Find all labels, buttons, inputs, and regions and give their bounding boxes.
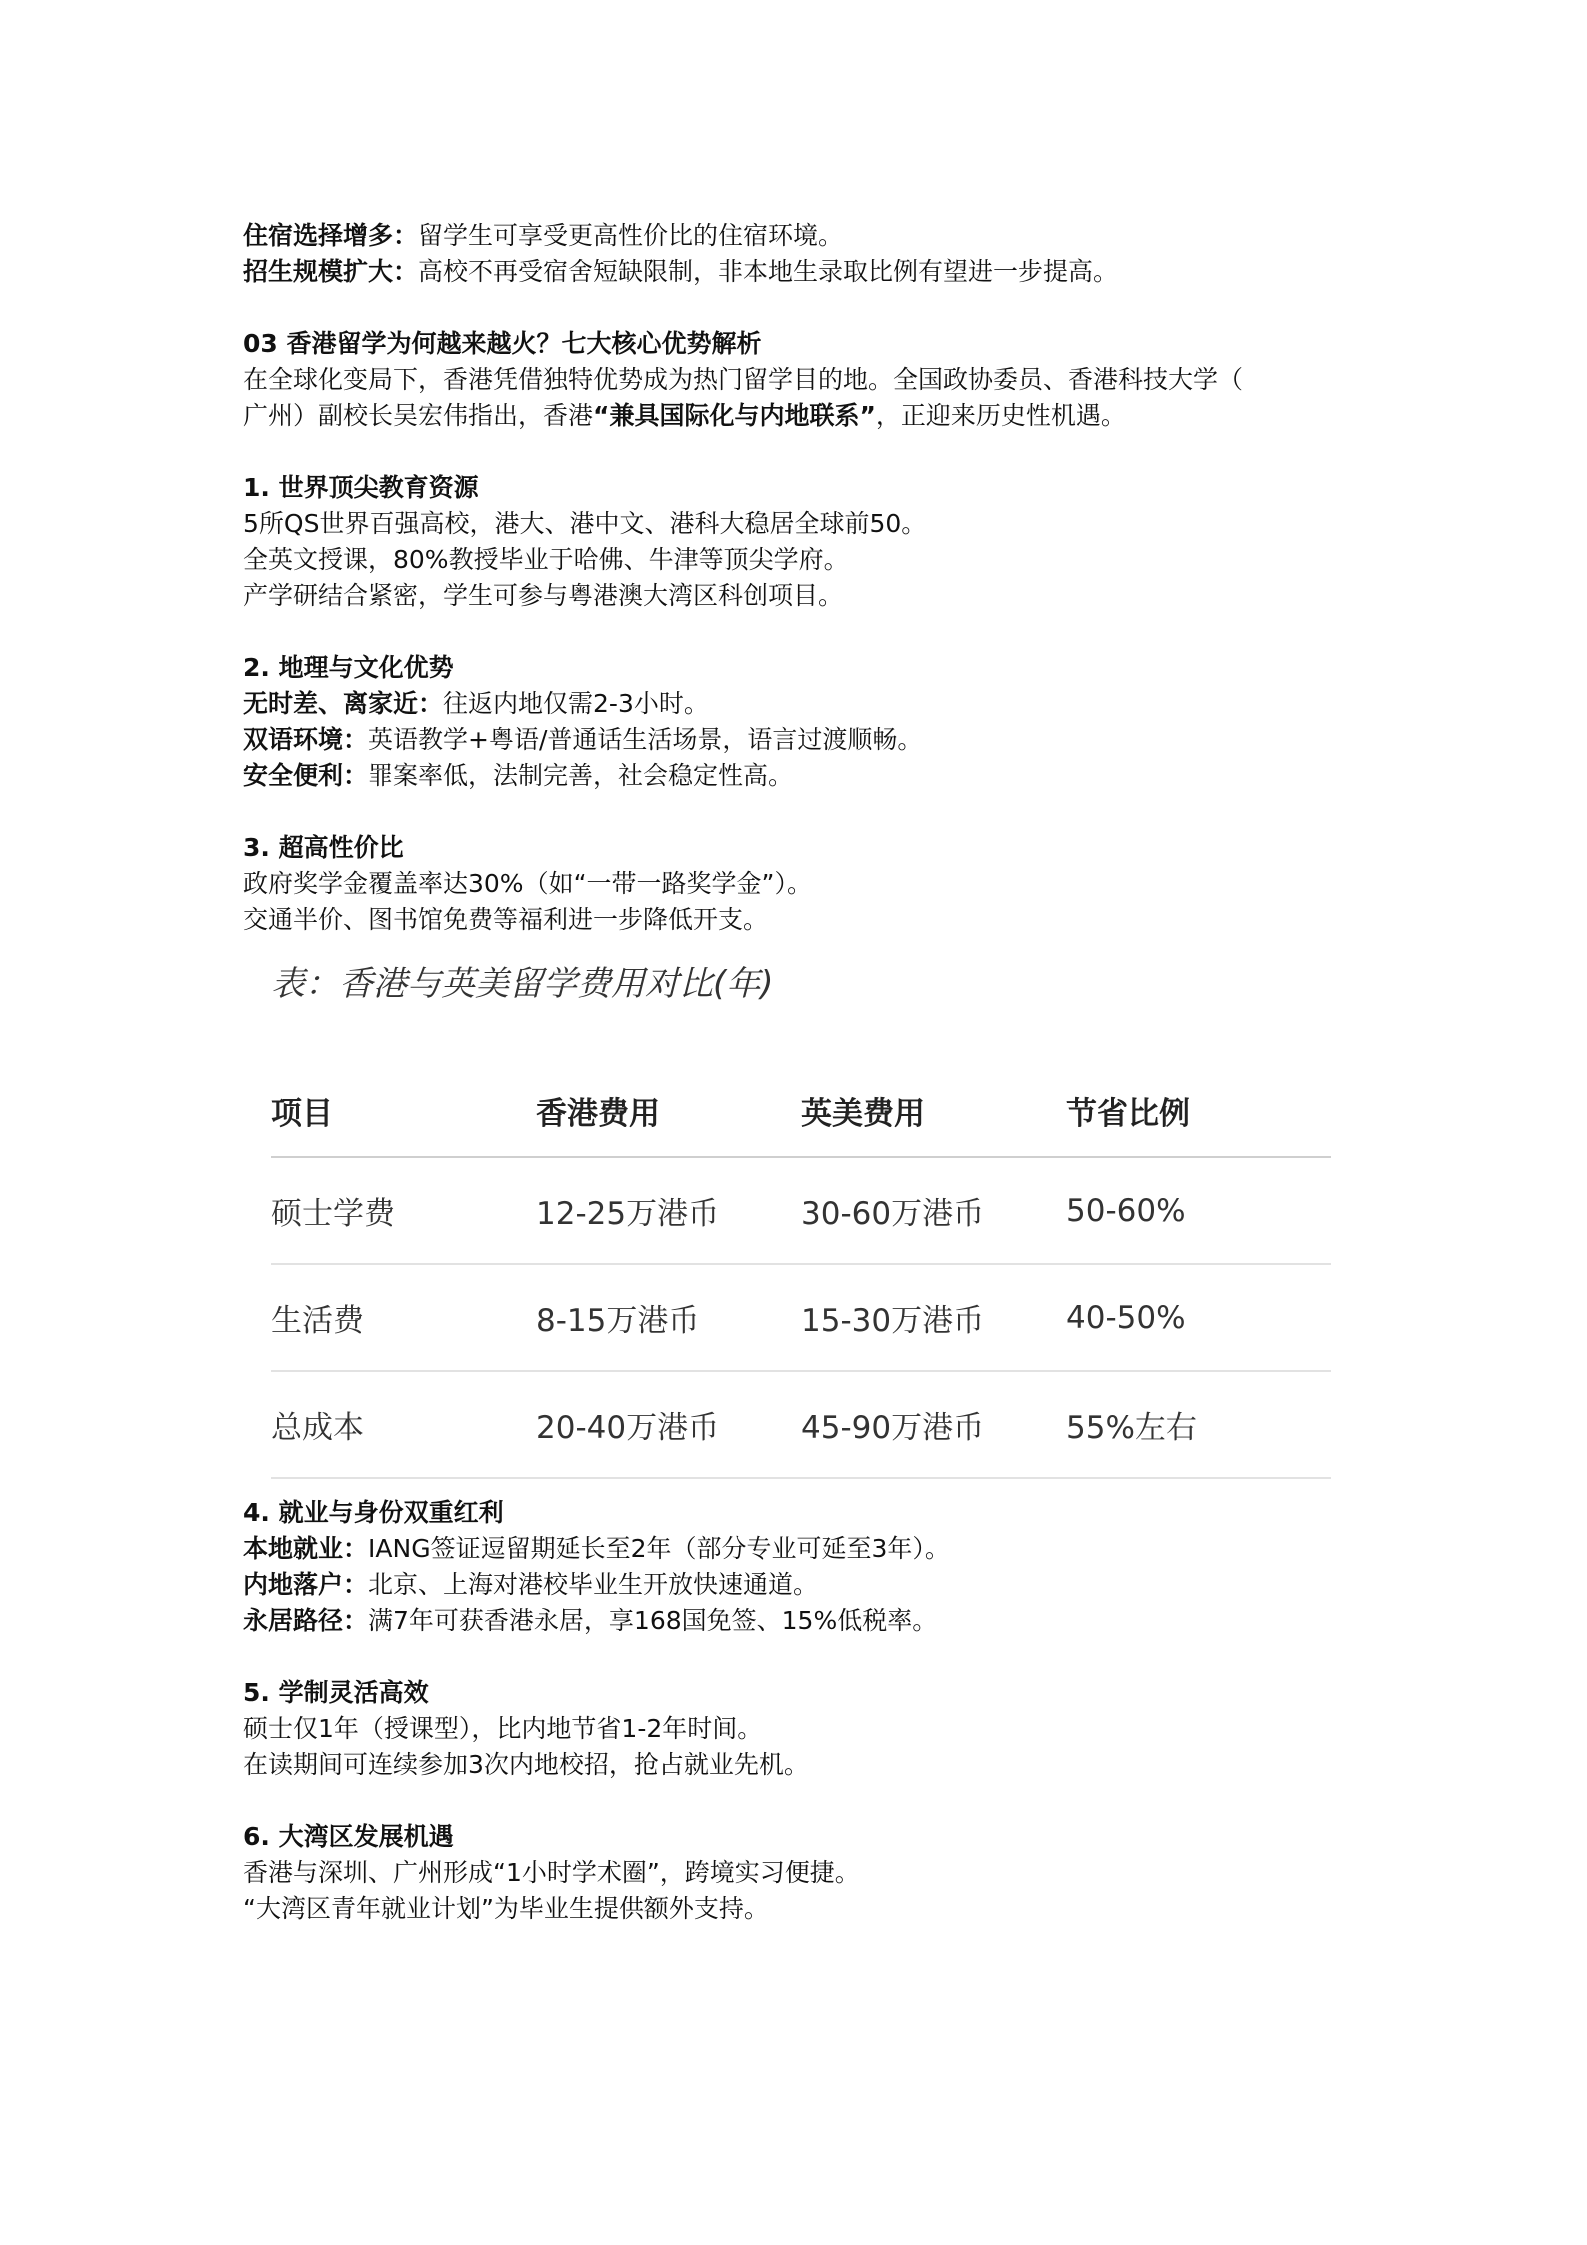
table-title: 表：香港与英美留学费用对比(年) — [271, 964, 774, 1004]
advantage-2-item — [243, 722, 1363, 758]
housing-text: 留学生可享受更高性价比的住宿环境。 — [418, 221, 844, 250]
advantage-4-item — [243, 1603, 1363, 1639]
advantage-2-heading: 2. 地理与文化优势 — [243, 653, 454, 682]
table-cell: 40-50% — [1066, 1299, 1186, 1336]
table-cell: 55%左右 — [1066, 1410, 1197, 1446]
housing-label: 住宿选择增多： — [243, 221, 419, 250]
table-header-cell: 英美费用 — [801, 1095, 925, 1132]
table-header-cell: 项目 — [271, 1095, 333, 1132]
item-text: 满7年可获香港永居，享168国免签、15%低税率。 — [368, 1606, 938, 1635]
section-03-intro-line-2 — [243, 398, 1363, 434]
advantage-3-line: 交通半价、图书馆免费等福利进一步降低开支。 — [243, 905, 769, 934]
cost-comparison-table — [271, 1064, 1331, 1479]
table-cell: 生活费 — [271, 1303, 364, 1339]
advantage-5-heading: 5. 学制灵活高效 — [243, 1678, 429, 1707]
table-cell: 30-60万港币 — [801, 1196, 985, 1232]
advantage-6-heading: 6. 大湾区发展机遇 — [243, 1822, 454, 1851]
table-cell: 12-25万港币 — [536, 1196, 720, 1232]
table-header-row — [271, 1064, 1331, 1158]
item-label: 无时差、离家近： — [243, 689, 444, 718]
item-label: 内地落户： — [243, 1570, 369, 1599]
table-cell: 45-90万港币 — [801, 1410, 985, 1446]
advantage-1-line: 5所QS世界百强高校，港大、港中文、港科大稳居全球前50。 — [243, 509, 927, 538]
item-text: 英语教学+粤语/普通话生活场景，语言过渡顺畅。 — [368, 725, 923, 754]
enrollment-label: 招生规模扩大： — [243, 257, 419, 286]
table-cell: 15-30万港币 — [801, 1303, 985, 1339]
item-label: 安全便利： — [243, 761, 369, 790]
advantage-1-line: 全英文授课，80%教授毕业于哈佛、牛津等顶尖学府。 — [243, 545, 849, 574]
table-cell: 20-40万港币 — [536, 1410, 720, 1446]
housing-line — [243, 218, 1363, 254]
advantage-4-heading: 4. 就业与身份双重红利 — [243, 1498, 504, 1527]
advantage-6-line: 香港与深圳、广州形成“1小时学术圈”，跨境实习便捷。 — [243, 1858, 860, 1887]
advantage-2-item — [243, 686, 1363, 722]
advantage-5-line: 在读期间可连续参加3次内地校招，抢占就业先机。 — [243, 1750, 809, 1779]
item-text: 北京、上海对港校毕业生开放快速通道。 — [368, 1570, 819, 1599]
advantage-1-heading: 1. 世界顶尖教育资源 — [243, 473, 479, 502]
table-cell: 50-60% — [1066, 1192, 1186, 1229]
table-header-cell: 香港费用 — [536, 1095, 660, 1132]
section-03-intro-line-1: 在全球化变局下，香港凭借独特优势成为热门留学目的地。全国政协委员、香港科技大学（ — [243, 365, 1244, 394]
table-row — [271, 1372, 1331, 1479]
advantage-2-item — [243, 758, 1363, 794]
table-cell: 总成本 — [271, 1410, 364, 1446]
intro-quote: “兼具国际化与内地联系” — [593, 401, 876, 430]
advantage-4-item — [243, 1531, 1363, 1567]
enrollment-text: 高校不再受宿舍短缺限制，非本地生录取比例有望进一步提高。 — [418, 257, 1119, 286]
cost-comparison-table-figure — [243, 954, 1363, 1459]
section-03-heading: 03 香港留学为何越来越火？七大核心优势解析 — [243, 329, 762, 358]
table-cell: 8-15万港币 — [536, 1303, 700, 1339]
advantage-4-item — [243, 1567, 1363, 1603]
item-label: 本地就业： — [243, 1534, 369, 1563]
table-cell: 硕士学费 — [271, 1196, 395, 1232]
intro-text-c: ，正迎来历史性机遇。 — [875, 401, 1126, 430]
document-page — [243, 218, 1363, 1927]
advantage-5-line: 硕士仅1年（授课型），比内地节省1-2年时间。 — [243, 1714, 763, 1743]
item-label: 永居路径： — [243, 1606, 369, 1635]
table-header-cell: 节省比例 — [1066, 1095, 1190, 1132]
item-label: 双语环境： — [243, 725, 369, 754]
item-text: 罪案率低，法制完善，社会稳定性高。 — [368, 761, 794, 790]
intro-text-a: 广州）副校长吴宏伟指出，香港 — [243, 401, 594, 430]
table-row — [271, 1158, 1331, 1265]
advantage-3-heading: 3. 超高性价比 — [243, 833, 404, 862]
table-row — [271, 1265, 1331, 1372]
item-text: IANG签证逗留期延长至2年（部分专业可延至3年）。 — [368, 1534, 950, 1563]
advantage-6-line: “大湾区青年就业计划”为毕业生提供额外支持。 — [243, 1894, 769, 1923]
advantage-3-line: 政府奖学金覆盖率达30%（如“一带一路奖学金”）。 — [243, 869, 812, 898]
advantage-1-line: 产学研结合紧密，学生可参与粤港澳大湾区科创项目。 — [243, 581, 844, 610]
enrollment-line — [243, 254, 1363, 290]
item-text: 往返内地仅需2-3小时。 — [443, 689, 709, 718]
